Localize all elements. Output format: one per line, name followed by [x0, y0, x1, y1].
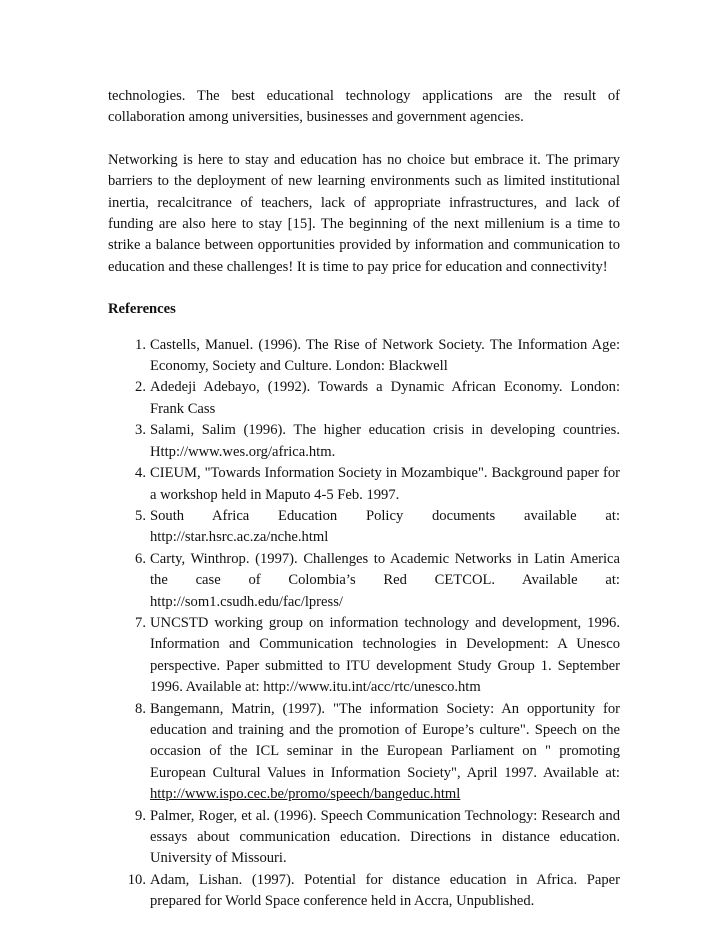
- reference-text: Palmer, Roger, et al. (1996). Speech Communication Technology: Research and essays about communication education. Directions in distance education. University of Missouri.: [150, 807, 620, 867]
- reference-text: Carty, Winthrop. (1997). Challenges to Academic Networks in Latin America the case of Colombia’s Red CETCOL. Available at: http://som1.csudh.edu/fac/lpress/: [150, 550, 620, 610]
- reference-number: 1.: [135, 336, 146, 353]
- reference-number: 5.: [135, 507, 146, 524]
- reference-text: UNCSTD working group on information technology and development, 1996. Information and Communication technologies in Development: A Unesco perspective. Paper submitted to ITU development Study Group 1. September 1996. Available at: http://www.itu.int/acc/rtc/unesco.htm: [150, 614, 620, 696]
- document-page: [108, 86, 620, 913]
- reference-number: 8.: [135, 700, 146, 717]
- reference-item-2: [108, 377, 620, 420]
- reference-number: 10.: [127, 871, 146, 888]
- body-paragraph-1: technologies. The best educational technology applications are the result of collaboration among universities, businesses and government agencies.: [108, 88, 620, 126]
- reference-number: 6.: [135, 550, 146, 567]
- reference-item-1: [108, 335, 620, 378]
- reference-text: Salami, Salim (1996). The higher education crisis in developing countries. Http://www.wes.org/africa.htm.: [150, 422, 620, 460]
- reference-number: 4.: [135, 465, 146, 482]
- references-list: [108, 335, 620, 913]
- reference-number: 9.: [135, 807, 146, 824]
- reference-link[interactable]: http://www.ispo.cec.be/promo/speech/bangeduc.html: [150, 786, 461, 803]
- body-paragraph-2: Networking is here to stay and education has no choice but embrace it. The primary barriers to the deployment of new learning environments such as limited institutional inertia, recalcitrance of teachers, lack of appropriate infrastructures, and lack of funding are also here to stay [15]. The beginning of the next millenium is a time to strike a balance between opportunities provided by information and communication to education and these challenges! It is time to pay price for education and connectivity!: [108, 151, 620, 275]
- references-heading: References: [108, 301, 176, 318]
- reference-text: CIEUM, "Towards Information Society in Mozambique". Background paper for a workshop held in Maputo 4-5 Feb. 1997.: [150, 465, 620, 503]
- reference-text: Castells, Manuel. (1996). The Rise of Network Society. The Information Age: Economy, Society and Culture. London: Blackwell: [150, 336, 620, 375]
- reference-text: Adedeji Adebayo, (1992). Towards a Dynamic African Economy. London: Frank Cass: [150, 379, 620, 417]
- reference-item-9: [108, 806, 620, 870]
- reference-number: 7.: [135, 614, 146, 631]
- reference-item-6: [108, 549, 620, 613]
- reference-number: 2.: [135, 379, 146, 396]
- reference-item-8: [108, 699, 620, 806]
- reference-item-4: [108, 463, 620, 506]
- reference-number: 3.: [135, 422, 146, 439]
- reference-item-3: [108, 420, 620, 463]
- reference-text: Bangemann, Matrin, (1997). "The information Society: An opportunity for education and training and the promotion of Europe’s culture". Speech on the occasion of the ICL seminar in the European Parliament on " promoting European Cultural Values in Information Society", April 1997. Available at:: [150, 700, 620, 781]
- reference-item-7: [108, 613, 620, 699]
- reference-item-10: [108, 870, 620, 913]
- reference-text: South Africa Education Policy documents available at: http://star.hsrc.ac.za/nche.html: [150, 507, 620, 546]
- reference-item-5: [108, 506, 620, 549]
- reference-text: Adam, Lishan. (1997). Potential for distance education in Africa. Paper prepared for World Space conference held in Accra, Unpublished.: [150, 871, 620, 910]
